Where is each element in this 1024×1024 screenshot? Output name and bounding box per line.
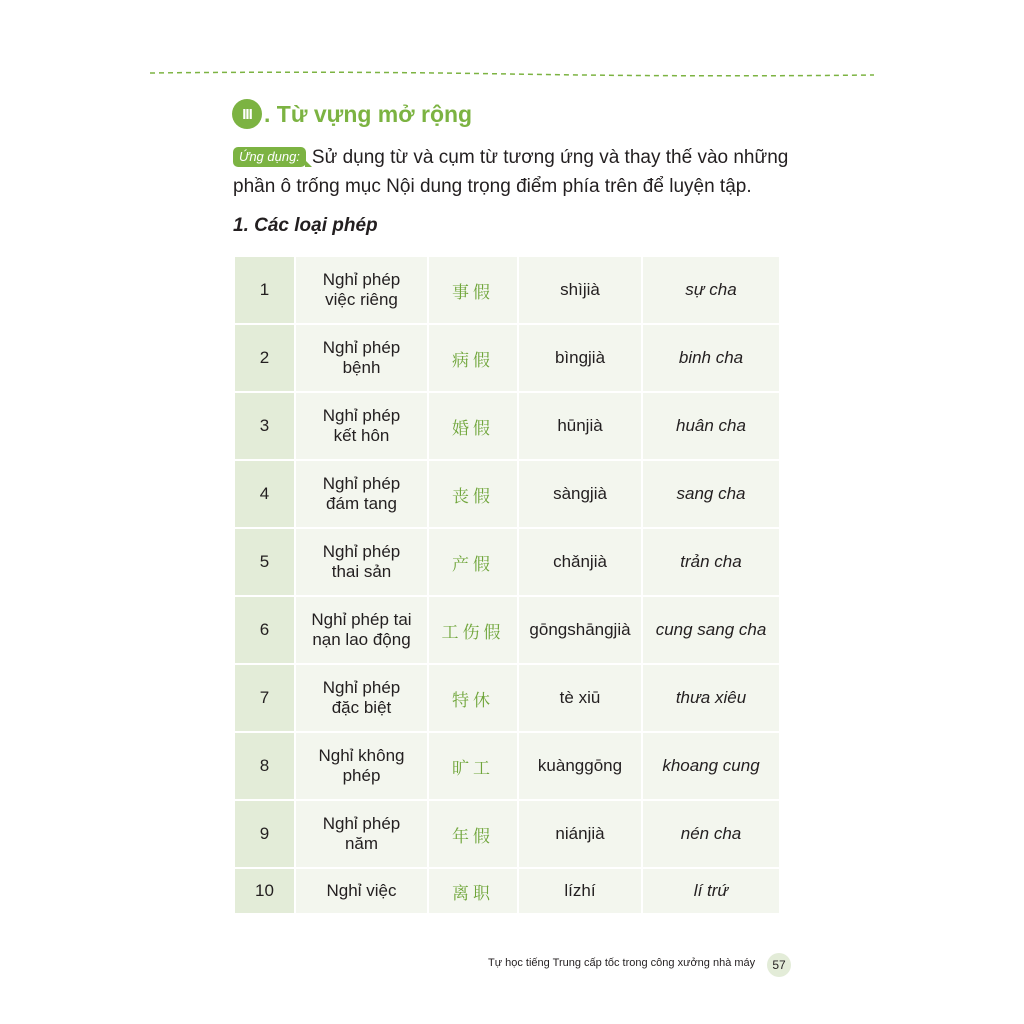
phonetic-reading: khoang cung — [642, 732, 780, 800]
vietnamese-term-line: phép — [342, 766, 381, 785]
section-number-badge: III — [232, 99, 262, 129]
vietnamese-term-line: kết hôn — [333, 426, 390, 445]
usage-instruction — [233, 143, 793, 201]
vietnamese-term — [295, 392, 428, 460]
vietnamese-term — [295, 324, 428, 392]
table-row — [234, 392, 780, 460]
table-row — [234, 868, 780, 914]
row-number: 3 — [234, 392, 295, 460]
pinyin: shìjià — [518, 256, 642, 324]
phonetic-reading: nén cha — [642, 800, 780, 868]
vietnamese-term — [295, 596, 428, 664]
pinyin: hūnjià — [518, 392, 642, 460]
vietnamese-term-line: đặc biệt — [331, 698, 392, 717]
vietnamese-term-line: năm — [344, 834, 379, 853]
phonetic-reading: huân cha — [642, 392, 780, 460]
pinyin: chǎnjià — [518, 528, 642, 596]
vietnamese-term-line: việc riêng — [325, 290, 398, 309]
table-row — [234, 596, 780, 664]
phonetic-reading: binh cha — [642, 324, 780, 392]
vietnamese-term-line: Nghỉ không — [318, 746, 405, 765]
vietnamese-term-line: Nghỉ phép — [322, 338, 401, 357]
chinese-characters: 工伤假 — [428, 596, 518, 664]
phonetic-reading: sự cha — [642, 256, 780, 324]
vietnamese-term-line: Nghỉ phép — [322, 814, 401, 833]
chinese-characters: 产假 — [428, 528, 518, 596]
table-row — [234, 460, 780, 528]
vietnamese-term — [295, 868, 428, 914]
row-number: 1 — [234, 256, 295, 324]
row-number: 9 — [234, 800, 295, 868]
phonetic-reading: cung sang cha — [642, 596, 780, 664]
pinyin: gōngshāngjià — [518, 596, 642, 664]
pinyin: bìngjià — [518, 324, 642, 392]
vietnamese-term-line: bệnh — [342, 358, 381, 377]
row-number: 8 — [234, 732, 295, 800]
pinyin: sàngjià — [518, 460, 642, 528]
page-number: 57 — [767, 953, 791, 977]
vietnamese-term-line: Nghỉ phép tai — [311, 610, 412, 629]
phonetic-reading: sang cha — [642, 460, 780, 528]
row-number: 4 — [234, 460, 295, 528]
chinese-characters: 年假 — [428, 800, 518, 868]
pinyin: kuànggōng — [518, 732, 642, 800]
row-number: 5 — [234, 528, 295, 596]
vietnamese-term-line: Nghỉ việc — [326, 881, 397, 900]
vocabulary-table — [233, 255, 781, 915]
row-number: 10 — [234, 868, 295, 914]
table-row — [234, 256, 780, 324]
usage-text: Sử dụng từ và cụm từ tương ứng và thay thế vào những phần ô trống mục Nội dung trọng điểm phía trên để luyện tập. — [233, 147, 789, 197]
vietnamese-term-line: Nghỉ phép — [322, 270, 401, 289]
pinyin: niánjià — [518, 800, 642, 868]
vietnamese-term-line: Nghỉ phép — [322, 474, 401, 493]
pinyin: tè xiū — [518, 664, 642, 732]
chinese-characters: 丧假 — [428, 460, 518, 528]
row-number: 2 — [234, 324, 295, 392]
chinese-characters: 旷工 — [428, 732, 518, 800]
chinese-characters: 婚假 — [428, 392, 518, 460]
table-row — [234, 528, 780, 596]
vietnamese-term-line: Nghỉ phép — [322, 406, 401, 425]
chinese-characters: 离职 — [428, 868, 518, 914]
table-row — [234, 664, 780, 732]
section-title: . Từ vựng mở rộng — [264, 100, 473, 127]
phonetic-reading: trản cha — [642, 528, 780, 596]
vietnamese-term — [295, 732, 428, 800]
vietnamese-term — [295, 528, 428, 596]
top-dashed-divider — [150, 66, 874, 80]
chinese-characters: 特休 — [428, 664, 518, 732]
footer-book-title: Tự học tiếng Trung cấp tốc trong công xưởng nhà máy — [488, 957, 756, 969]
vietnamese-term-line: Nghỉ phép — [322, 542, 401, 561]
table-row — [234, 732, 780, 800]
usage-tag: Ứng dụng: — [233, 147, 306, 167]
chinese-characters: 事假 — [428, 256, 518, 324]
vietnamese-term — [295, 256, 428, 324]
phonetic-reading: thưa xiêu — [642, 664, 780, 732]
vietnamese-term — [295, 800, 428, 868]
chinese-characters: 病假 — [428, 324, 518, 392]
subheading: 1. Các loại phép — [233, 215, 378, 236]
vietnamese-term-line: thai sản — [331, 562, 392, 581]
vietnamese-term — [295, 664, 428, 732]
vietnamese-term-line: đám tang — [326, 494, 397, 513]
section-heading — [232, 98, 472, 130]
vietnamese-term-line: nạn lao động — [312, 630, 411, 649]
phonetic-reading: lí trứ — [642, 868, 780, 914]
row-number: 6 — [234, 596, 295, 664]
pinyin: lízhí — [518, 868, 642, 914]
row-number: 7 — [234, 664, 295, 732]
vietnamese-term — [295, 460, 428, 528]
table-row — [234, 800, 780, 868]
vietnamese-term-line: Nghỉ phép — [322, 678, 401, 697]
table-row — [234, 324, 780, 392]
